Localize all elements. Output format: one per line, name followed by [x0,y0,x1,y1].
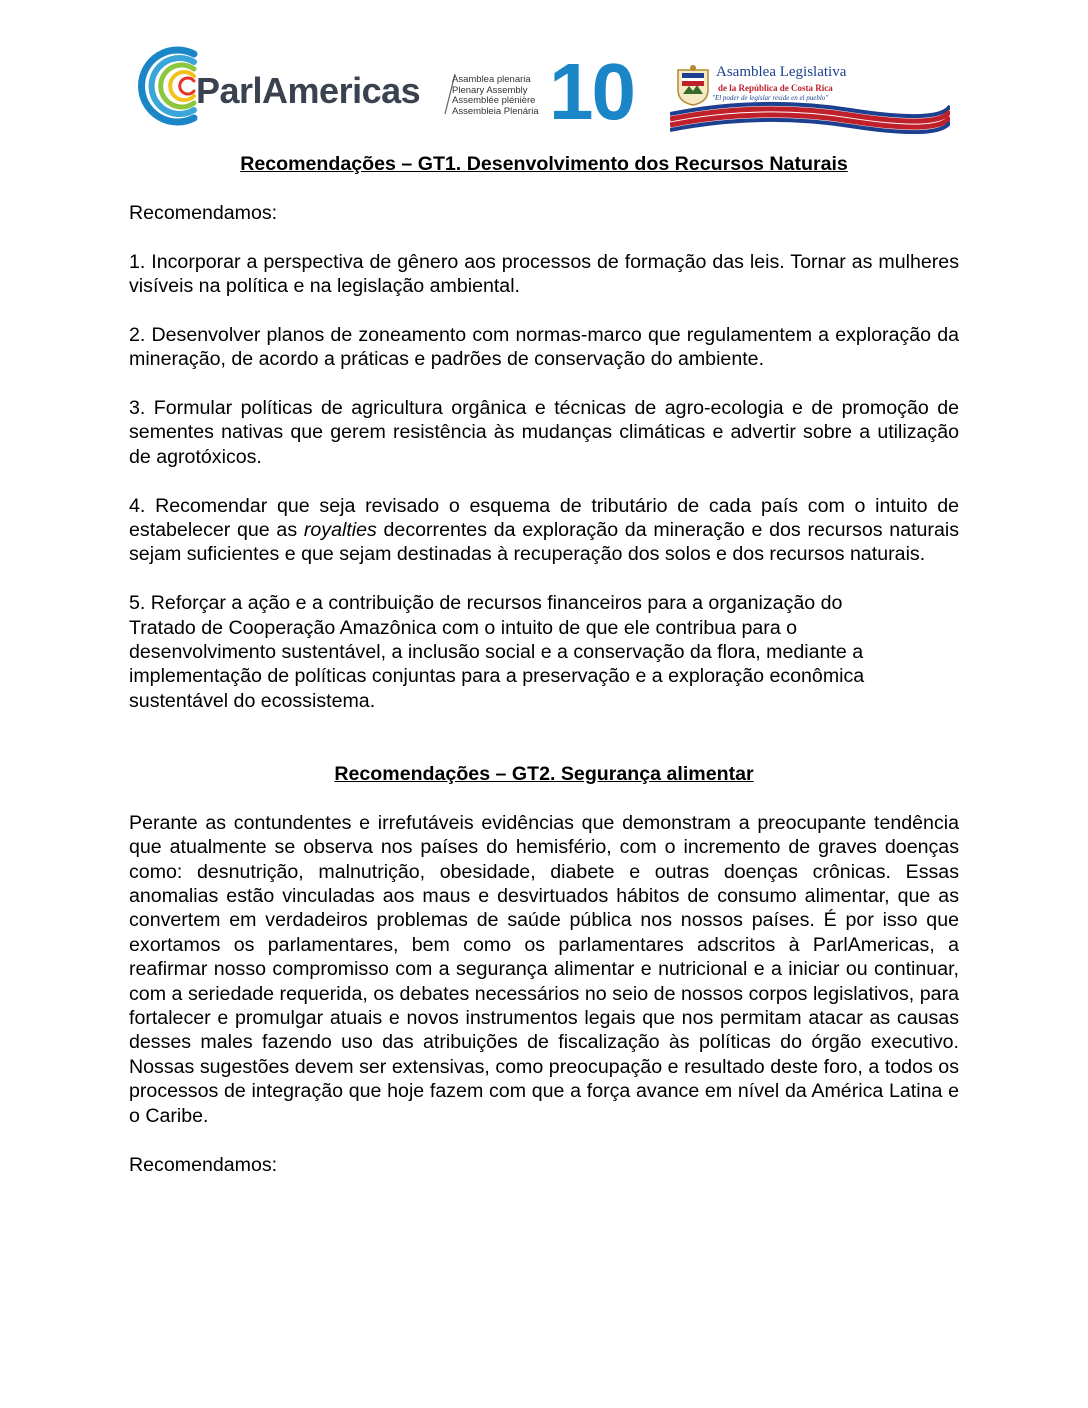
assembly-line-es: Asamblea plenaria [452,74,531,85]
asamblea-motto: "El poder de legislar reside en el pueblo" [712,94,829,102]
edition-number: 10 [549,47,634,136]
item4-royalties-italic: royalties [303,519,377,542]
gt2-paragraph: Perante as contundentes e irrefutáveis evidências que demonstram a preocupante tendência que atualmente se observa nos países do hemisfério, com o incremento de graves doenças como: desnutrição, malnutrição, obesidade, diabete e outras doenças crônicas. Essas anomalias estão vinculadas aos maus e desvirtuados hábitos de consumo alimentar, que as convertem em verdadeiros problemas de saúde pública nos nossos países. É por isso que exortamos os parlamentares, bem como os parlamentares adscritos à ParlAmericas, a reafirmar nosso compromisso com a segurança alimentar e nutricional e a iniciar ou continuar, com a seriedade requerida, os debates necessários no seio de nossos corpos legislativos, para fortalecer e promulgar atuais e novos instrumentos legais que nos permitam atacar as causas desses males fazendo uso das atribuições de fiscalização às políticas do órgão executivo. Nossas sugestões devem ser extensivas, como preocupação e resultado deste foro, a todos os processos de integração que hoje fazem com que a força avance em nível da América Latina e o Caribe. [129,811,959,1127]
asamblea-title: Asamblea Legislativa [716,64,847,80]
gt2-heading: Recomendações – GT2. Segurança alimentar [334,763,754,786]
asamblea-legislativa-logo [670,58,950,138]
item5-line: desenvolvimento sustentável, a inclusão social e a conservação da flora, mediante a [129,641,864,664]
gt1-item-5 [129,591,959,713]
item5-line: 5. Reforçar a ação e a contribuição de recursos financeiros para a organização do [129,592,843,615]
parlamericas-wordmark: ParlAmericas [196,70,421,111]
plenary-assembly-label [452,75,539,117]
item5-line: sustentável do ecossistema. [129,689,376,712]
gt1-intro: Recomendamos: [129,201,278,224]
gt1-heading: Recomendações – GT1. Desenvolvimento dos Recursos Naturais [240,153,848,175]
page-header [0,40,1088,140]
assembly-line-pt: Assembleia Plenária [452,105,539,117]
assembly-line-en: Plenary Assembly [452,84,528,96]
gt2-outro: Recomendamos: [129,1153,278,1176]
assembly-line-fr: Assemblée plénière [452,95,536,106]
gt1-item-3: 3. Formular políticas de agricultura orgânica e técnicas de agro-ecologia e de promoção de sementes nativas que gerem resistência às mudanças climáticas e advertir sobre a utilização de agrotóxicos. [129,397,959,468]
item4-text-end: decorrentes da exploração da mineração e dos recursos naturais sejam suficientes e que sejam destinadas à recuperação dos solos e dos recursos naturais. [129,519,960,566]
document-body [129,152,959,1177]
gt1-item-4 [129,494,959,567]
item5-line: implementação de políticas conjuntas para a preservação e a exploração econômica [129,665,865,688]
gt1-item-2: 2. Desenvolver planos de zoneamento com normas-marco que regulamentem a exploração da mineração, de acordo a práticas e padrões de conservação do ambiente. [129,323,959,371]
item5-line: Tratado de Cooperação Amazônica com o intuito de que ele contribua para o [129,616,798,639]
gt1-item-1: 1. Incorporar a perspectiva de gênero aos processos de formação das leis. Tornar as mulheres visíveis na política e na legislação ambiental. [129,250,959,297]
item4-text-start: 4. Recomendar que seja revisado o esquema de tributário de cada país com o intuito de estabelecer que as [129,494,959,542]
asamblea-subtitle: de la República de Costa Rica [718,83,833,93]
flag-wave-icon [670,100,950,134]
